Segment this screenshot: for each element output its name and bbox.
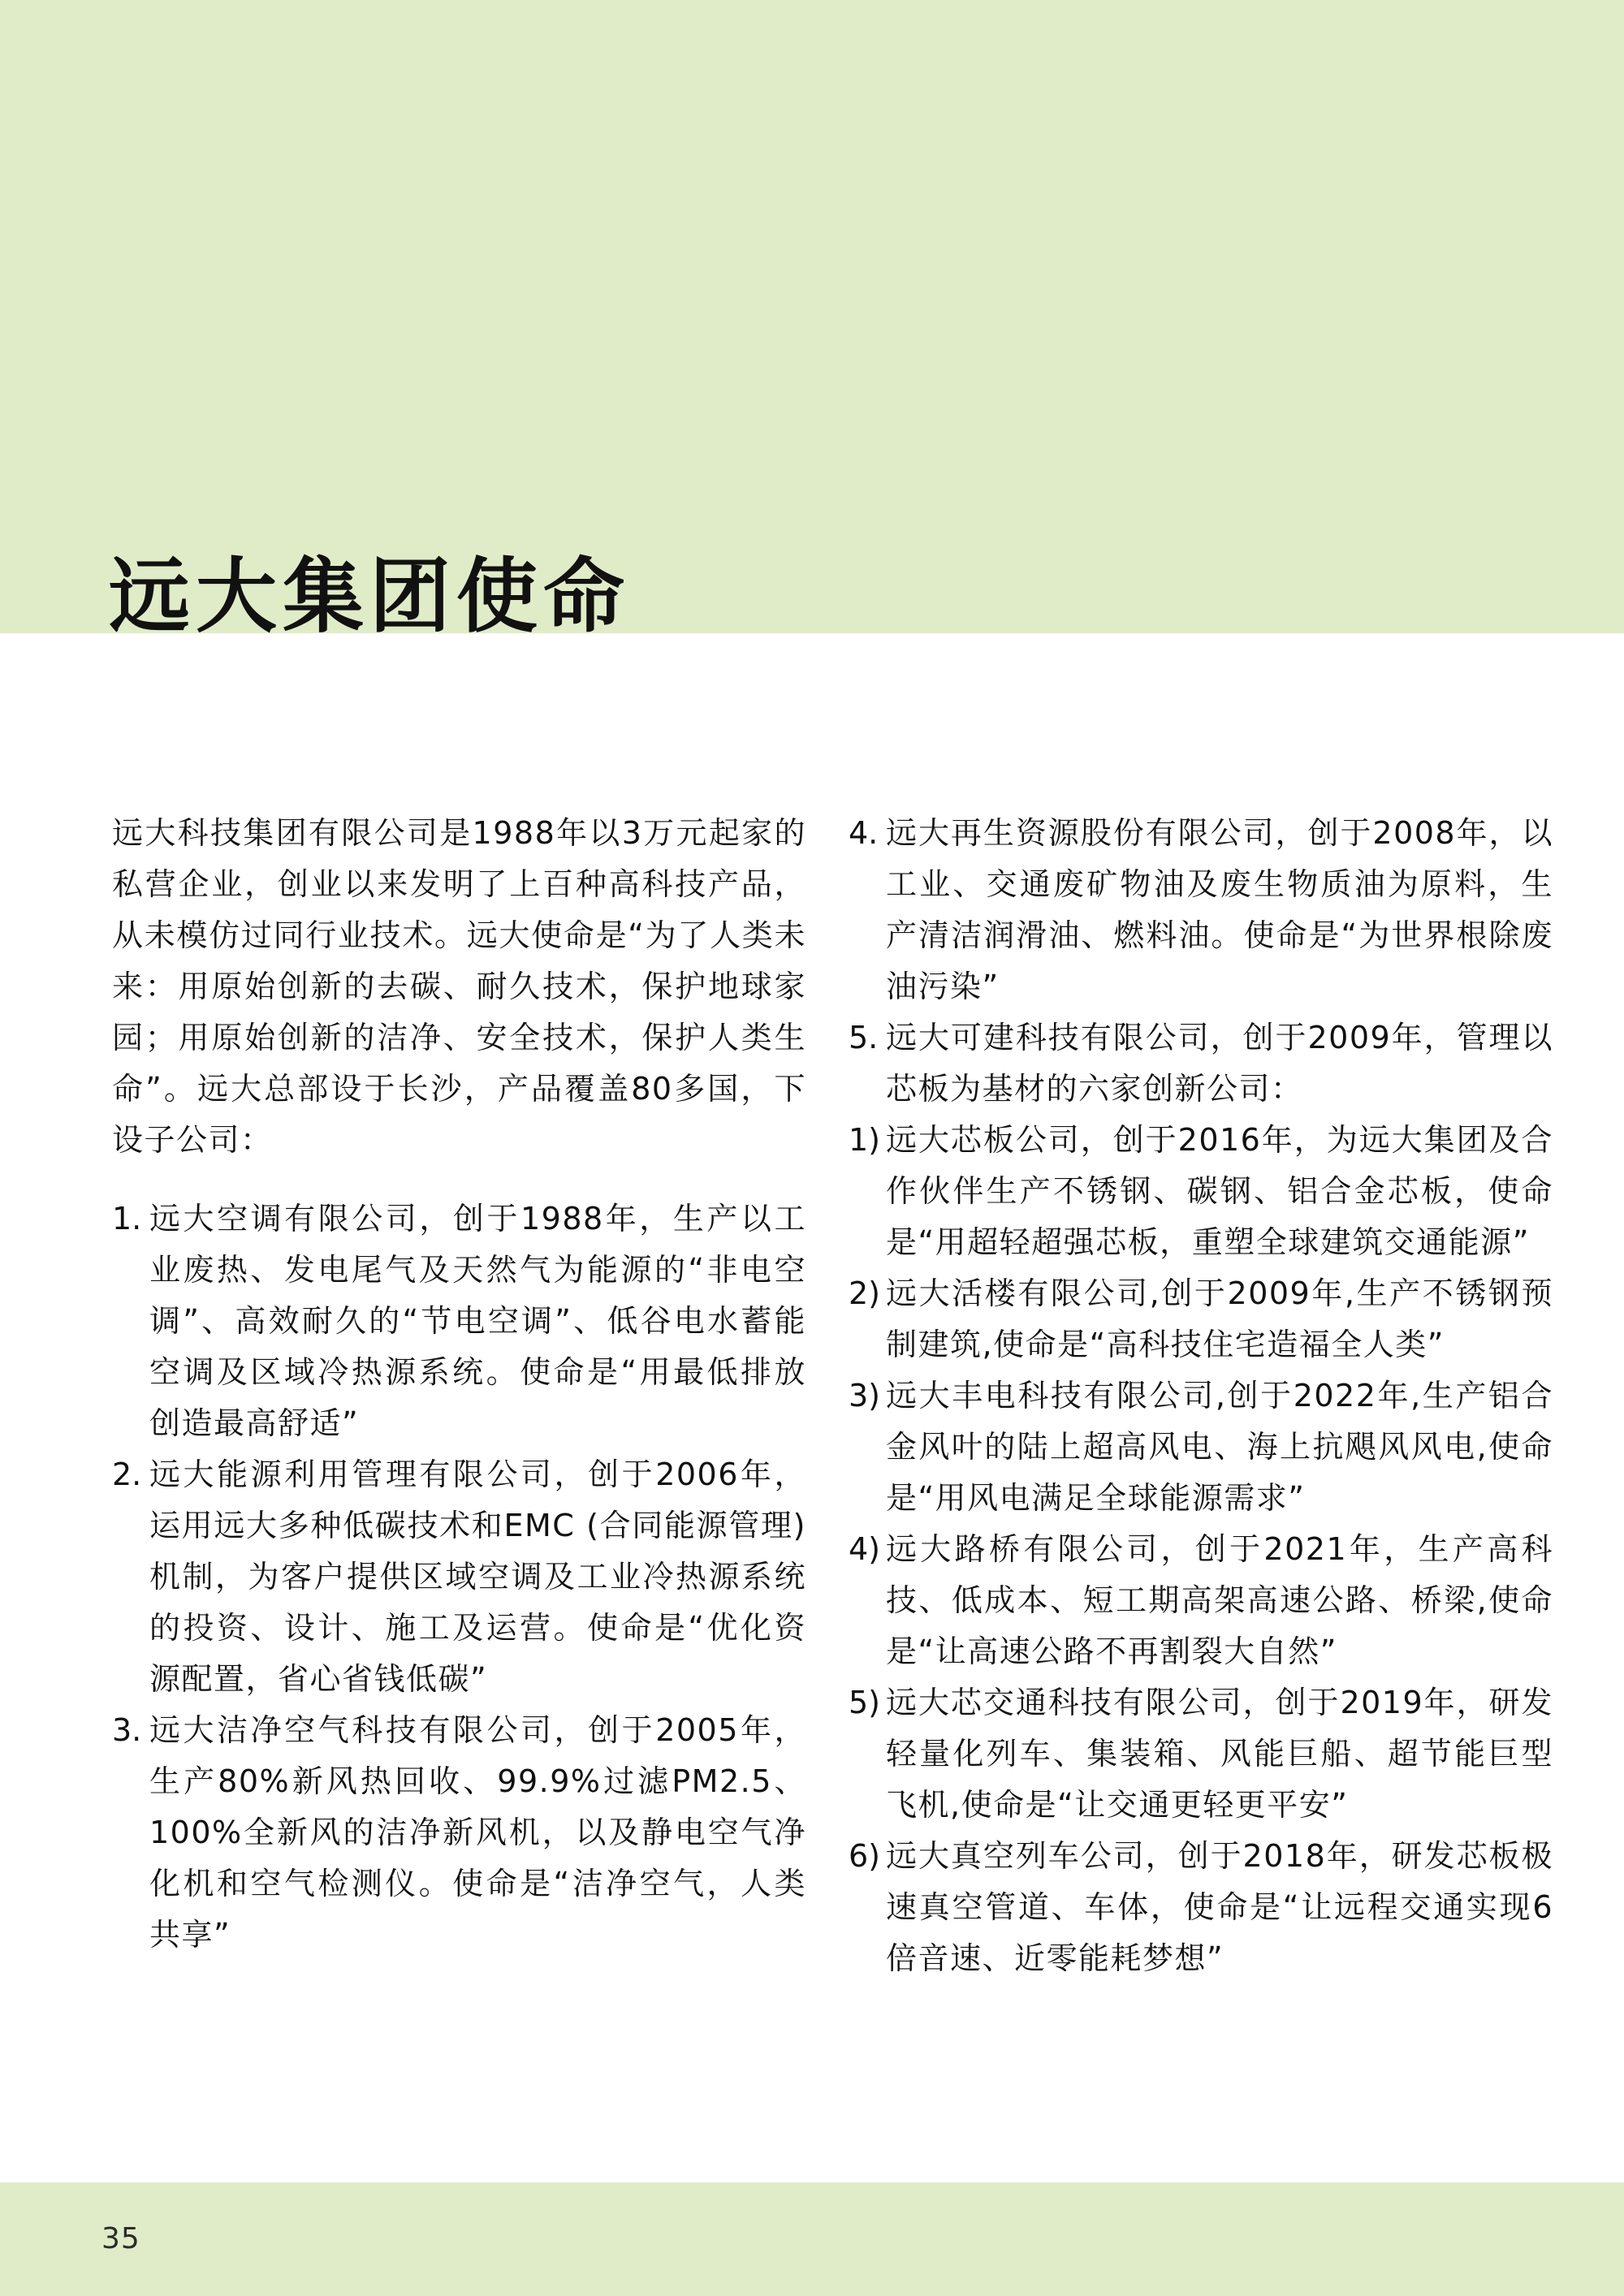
list-item-text: 远大路桥有限公司，创于2021年，生产高科技、低成本、短工期高架高速公路、桥梁,使命是“让高速公路不再割裂大自然”: [886, 1531, 1553, 1669]
list-item: [849, 1524, 1553, 1677]
list-item-number: 6): [849, 1838, 881, 1874]
list-item-number: 4): [849, 1531, 881, 1567]
list-item-number: 3): [849, 1378, 881, 1413]
page-number: 35: [102, 2222, 140, 2255]
list-item-text: 远大再生资源股份有限公司，创于2008年，以工业、交通废矿物油及废生物质油为原料，生产清洁润滑油、燃料油。使命是“为世界根除废油污染”: [886, 815, 1553, 1004]
list-item-number: 5.: [849, 1020, 879, 1055]
list-item-text: 远大芯交通科技有限公司，创于2019年，研发轻量化列车、集装箱、风能巨船、超节能巨型飞机,使命是“让交通更轻更平安”: [886, 1685, 1553, 1823]
subsidiary-list-left: [112, 1193, 806, 1961]
list-item-text: 远大空调有限公司，创于1988年，生产以工业废热、发电尾气及天然气为能源的“非电空调”、高效耐久的“节电空调”、低谷电水蓄能空调及区域冷热源系统。使命是“用最低排放创造最高舒适”: [149, 1201, 806, 1441]
footer-band: [0, 2182, 1624, 2296]
list-item-number: 1): [849, 1122, 881, 1158]
list-item: [849, 1677, 1553, 1831]
list-item: [112, 1705, 806, 1961]
list-item: [112, 1449, 806, 1705]
list-item-number: 3.: [112, 1712, 142, 1748]
list-item: [849, 1268, 1553, 1370]
list-item: [849, 1115, 1553, 1268]
list-item-text: 远大能源利用管理有限公司，创于2006年，运用远大多种低碳技术和EMC (合同能源管理) 机制，为客户提供区域空调及工业冷热源系统的投资、设计、施工及运营。使命是“优化资源配置，省心省钱低碳”: [149, 1457, 806, 1697]
list-item-number: 5): [849, 1685, 881, 1720]
page-title: 远大集团使命: [109, 549, 630, 644]
left-column: [112, 808, 806, 1984]
list-item-number: 2): [849, 1275, 881, 1311]
header-band: [0, 0, 1624, 644]
list-item: [849, 1012, 1553, 1115]
list-item-text: 远大芯板公司，创于2016年，为远大集团及合作伙伴生产不锈钢、碳钢、铝合金芯板，使命是“用超轻超强芯板，重塑全球建筑交通能源”: [886, 1122, 1553, 1260]
list-item-text: 远大丰电科技有限公司,创于2022年,生产铝合金风叶的陆上超高风电、海上抗飓风风电,使命是“用风电满足全球能源需求”: [886, 1378, 1553, 1516]
list-item: [849, 1370, 1553, 1524]
subsidiary-list-right: [849, 808, 1553, 1984]
list-item-text: 远大可建科技有限公司，创于2009年，管理以芯板为基材的六家创新公司：: [886, 1020, 1553, 1107]
list-item-text: 远大洁净空气科技有限公司，创于2005年，生产80%新风热回收、99.9%过滤PM2.5、100%全新风的洁净新风机，以及静电空气净化机和空气检测仪。使命是“洁净空气，人类共享”: [149, 1712, 806, 1953]
right-column: [849, 808, 1553, 1984]
list-item: [849, 1831, 1553, 1984]
list-item: [849, 808, 1553, 1012]
content-area: [0, 633, 1624, 1984]
list-item: [112, 1193, 806, 1449]
list-item-number: 2.: [112, 1457, 142, 1492]
list-item-number: 4.: [849, 815, 879, 851]
intro-paragraph: 远大科技集团有限公司是1988年以3万元起家的私营企业，创业以来发明了上百种高科技产品，从未模仿过同行业技术。远大使命是“为了人类未来：用原始创新的去碳、耐久技术，保护地球家园；用原始创新的洁净、安全技术，保护人类生命”。远大总部设于长沙，产品覆盖80多国，下设子公司：: [112, 815, 806, 1158]
list-item-text: 远大活楼有限公司,创于2009年,生产不锈钢预制建筑,使命是“高科技住宅造福全人类”: [886, 1275, 1553, 1362]
list-item-text: 远大真空列车公司，创于2018年，研发芯板极速真空管道、车体，使命是“让远程交通实现6倍音速、近零能耗梦想”: [886, 1838, 1553, 1976]
list-item-number: 1.: [112, 1201, 142, 1236]
